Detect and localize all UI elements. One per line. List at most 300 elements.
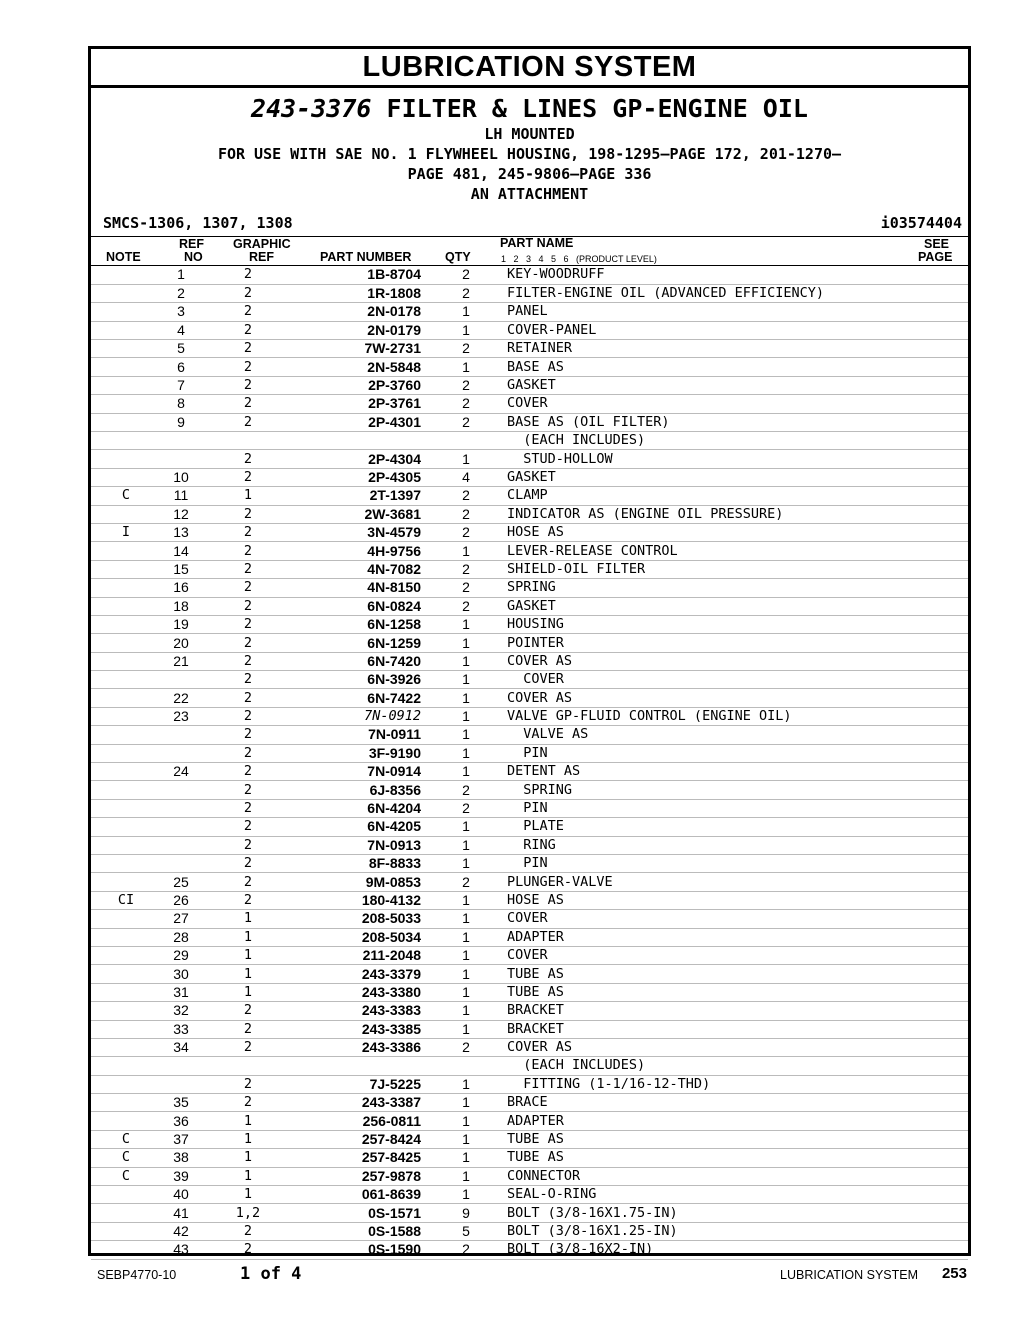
parts-list-frame [88, 46, 971, 1256]
see-page-cell [908, 928, 968, 946]
see-page-cell [908, 432, 968, 450]
ref-no-cell: 13 [161, 523, 201, 541]
part-number-cell: 2N-0178 [295, 303, 425, 321]
part-number-cell: 6N-3926 [295, 671, 425, 689]
column-headers [91, 237, 968, 266]
ref-no-cell: 26 [161, 891, 201, 909]
note-cell [91, 707, 161, 725]
qty-cell: 1 [425, 836, 507, 854]
qty-cell: 1 [425, 965, 507, 983]
graphic-ref-cell: 2 [201, 450, 295, 468]
see-page-cell [908, 763, 968, 781]
qty-cell: 1 [425, 1075, 507, 1093]
table-row [91, 818, 968, 836]
ref-no-cell: 30 [161, 965, 201, 983]
qty-cell: 2 [425, 487, 507, 505]
ref-no-cell [161, 671, 201, 689]
note-cell [91, 321, 161, 339]
qty-cell: 2 [425, 284, 507, 302]
qty-cell: 2 [425, 781, 507, 799]
table-row [91, 560, 968, 578]
note-cell [91, 505, 161, 523]
table-row [91, 1094, 968, 1112]
graphic-ref-cell: 2 [201, 303, 295, 321]
graphic-ref-cell: 1 [201, 1149, 295, 1167]
table-row [91, 505, 968, 523]
part-name-cell: PLATE [507, 818, 908, 836]
note-cell [91, 910, 161, 928]
part-name-cell: HOSE AS [507, 523, 908, 541]
note-cell [91, 652, 161, 670]
qty-cell: 1 [425, 744, 507, 762]
ref-no-cell: 11 [161, 487, 201, 505]
qty-cell: 1 [425, 1149, 507, 1167]
see-page-cell [908, 1038, 968, 1056]
note-cell [91, 983, 161, 1001]
graphic-ref-cell: 2 [201, 376, 295, 394]
part-name-cell: COVER AS [507, 689, 908, 707]
see-page-cell [908, 413, 968, 431]
see-page-cell [908, 744, 968, 762]
part-name-cell: SPRING [507, 579, 908, 597]
qty-cell: 1 [425, 763, 507, 781]
qty-cell: 1 [425, 652, 507, 670]
part-name-cell: VALVE GP-FLUID CONTROL (ENGINE OIL) [507, 707, 908, 725]
see-page-cell [908, 468, 968, 486]
see-page-cell [908, 689, 968, 707]
part-name-cell: GASKET [507, 468, 908, 486]
see-page-cell [908, 1002, 968, 1020]
see-page-cell [908, 781, 968, 799]
see-page-cell [908, 395, 968, 413]
see-page-cell [908, 321, 968, 339]
part-name-cell: VALVE AS [507, 726, 908, 744]
graphic-ref-cell: 1 [201, 928, 295, 946]
graphic-ref-cell: 2 [201, 1038, 295, 1056]
see-page-cell [908, 634, 968, 652]
note-cell [91, 1038, 161, 1056]
note-cell [91, 763, 161, 781]
col-product-levels: 1 2 3 4 5 6 (PRODUCT LEVEL) [501, 254, 657, 264]
ref-no-cell: 1 [161, 266, 201, 284]
part-name-cell: BRACKET [507, 1020, 908, 1038]
table-row [91, 873, 968, 891]
col-see-bottom: PAGE [918, 250, 953, 264]
graphic-ref-cell: 2 [201, 689, 295, 707]
graphic-ref-cell: 2 [201, 891, 295, 909]
part-number-cell: 061-8639 [295, 1186, 425, 1204]
part-name-cell: TUBE AS [507, 965, 908, 983]
see-page-cell [908, 560, 968, 578]
qty-cell: 1 [425, 1112, 507, 1130]
part-number-cell: 2P-4304 [295, 450, 425, 468]
part-number-cell: 257-9878 [295, 1167, 425, 1185]
note-cell [91, 1020, 161, 1038]
graphic-ref-cell: 2 [201, 707, 295, 725]
graphic-ref-cell [201, 432, 295, 450]
see-page-cell [908, 487, 968, 505]
footer-section: LUBRICATION SYSTEM [780, 1268, 918, 1282]
table-row [91, 634, 968, 652]
table-row [91, 707, 968, 725]
ref-no-cell: 41 [161, 1204, 201, 1222]
ref-no-cell: 8 [161, 395, 201, 413]
ref-no-cell: 27 [161, 910, 201, 928]
ref-no-cell: 3 [161, 303, 201, 321]
graphic-ref-cell: 2 [201, 781, 295, 799]
ref-no-cell: 19 [161, 615, 201, 633]
table-row [91, 358, 968, 376]
note-cell: C [91, 487, 161, 505]
note-cell [91, 284, 161, 302]
table-row [91, 395, 968, 413]
see-page-cell [908, 340, 968, 358]
graphic-ref-cell: 1 [201, 1167, 295, 1185]
part-name-cell: (EACH INCLUDES) [507, 1057, 908, 1075]
part-name-cell: COVER-PANEL [507, 321, 908, 339]
graphic-ref-cell: 2 [201, 1002, 295, 1020]
qty-cell: 2 [425, 266, 507, 284]
document-id: SEBP4770-10 [97, 1268, 177, 1282]
graphic-ref-cell: 2 [201, 836, 295, 854]
qty-cell [425, 1057, 507, 1075]
part-number-cell: 257-8424 [295, 1130, 425, 1148]
note-cell [91, 1057, 161, 1075]
qty-cell: 2 [425, 395, 507, 413]
qty-cell: 2 [425, 560, 507, 578]
see-page-cell [908, 891, 968, 909]
qty-cell: 1 [425, 946, 507, 964]
note-cell [91, 726, 161, 744]
see-page-cell [908, 965, 968, 983]
qty-cell: 4 [425, 468, 507, 486]
part-name-cell: BRACE [507, 1094, 908, 1112]
part-number-cell: 1R-1808 [295, 284, 425, 302]
table-row [91, 542, 968, 560]
table-row [91, 1167, 968, 1185]
graphic-ref-cell: 2 [201, 266, 295, 284]
col-see-top: SEE [924, 237, 950, 251]
table-row [91, 671, 968, 689]
table-row [91, 1149, 968, 1167]
part-number-cell: 6N-7422 [295, 689, 425, 707]
part-number-cell: 6N-1259 [295, 634, 425, 652]
qty-cell: 2 [425, 1038, 507, 1056]
part-number-cell: 7N-0911 [295, 726, 425, 744]
table-row [91, 763, 968, 781]
note-cell [91, 836, 161, 854]
part-number-cell: 208-5034 [295, 928, 425, 946]
col-graphic-top: GRAPHIC [233, 237, 291, 251]
qty-cell [425, 432, 507, 450]
graphic-ref-cell: 2 [201, 1094, 295, 1112]
part-name-cell: KEY-WOODRUFF [507, 266, 908, 284]
ref-no-cell: 38 [161, 1149, 201, 1167]
qty-cell: 1 [425, 689, 507, 707]
group-header [91, 94, 968, 204]
note-cell [91, 689, 161, 707]
see-page-cell [908, 597, 968, 615]
table-row [91, 487, 968, 505]
graphic-ref-cell: 2 [201, 615, 295, 633]
note-cell [91, 579, 161, 597]
table-row [91, 340, 968, 358]
part-number-cell [295, 432, 425, 450]
table-row [91, 744, 968, 762]
graphic-ref-cell: 2 [201, 873, 295, 891]
qty-cell: 1 [425, 855, 507, 873]
ref-no-cell: 20 [161, 634, 201, 652]
ref-no-cell: 36 [161, 1112, 201, 1130]
table-row [91, 450, 968, 468]
qty-cell: 1 [425, 321, 507, 339]
part-name-cell: SHIELD-OIL FILTER [507, 560, 908, 578]
note-cell [91, 1186, 161, 1204]
part-number-cell: 257-8425 [295, 1149, 425, 1167]
part-number-cell: 7J-5225 [295, 1075, 425, 1093]
graphic-ref-cell: 2 [201, 395, 295, 413]
note-cell [91, 542, 161, 560]
part-number-cell: 6N-7420 [295, 652, 425, 670]
note-cell [91, 928, 161, 946]
graphic-ref-cell: 2 [201, 1222, 295, 1240]
see-page-cell [908, 707, 968, 725]
part-name-cell: STUD-HOLLOW [507, 450, 908, 468]
ref-no-cell: 39 [161, 1167, 201, 1185]
ref-no-cell: 34 [161, 1038, 201, 1056]
note-cell [91, 303, 161, 321]
qty-cell: 1 [425, 1130, 507, 1148]
part-number-cell: 211-2048 [295, 946, 425, 964]
part-name-cell: COVER AS [507, 1038, 908, 1056]
ref-no-cell: 21 [161, 652, 201, 670]
part-number-cell: 4H-9756 [295, 542, 425, 560]
ref-no-cell: 14 [161, 542, 201, 560]
section-title: LUBRICATION SYSTEM [91, 49, 968, 88]
part-name-cell: PLUNGER-VALVE [507, 873, 908, 891]
graphic-ref-cell: 2 [201, 818, 295, 836]
ref-no-cell: 43 [161, 1241, 201, 1259]
note-cell: C [91, 1130, 161, 1148]
part-name-cell: DETENT AS [507, 763, 908, 781]
part-name-cell: BOLT (3/8-16X1.25-IN) [507, 1222, 908, 1240]
note-cell [91, 395, 161, 413]
ref-no-cell: 22 [161, 689, 201, 707]
see-page-cell [908, 266, 968, 284]
part-name-cell: RETAINER [507, 340, 908, 358]
part-number-cell: 2P-4301 [295, 413, 425, 431]
col-qty: QTY [445, 250, 471, 264]
ref-no-cell: 6 [161, 358, 201, 376]
ref-no-cell: 2 [161, 284, 201, 302]
note-cell [91, 873, 161, 891]
note-cell: C [91, 1167, 161, 1185]
part-name-cell: PIN [507, 799, 908, 817]
part-number-cell: 243-3380 [295, 983, 425, 1001]
graphic-ref-cell: 2 [201, 340, 295, 358]
qty-cell: 1 [425, 910, 507, 928]
part-name-cell: TUBE AS [507, 1130, 908, 1148]
table-row [91, 1204, 968, 1222]
table-row [91, 468, 968, 486]
qty-cell: 1 [425, 891, 507, 909]
graphic-ref-cell: 2 [201, 579, 295, 597]
table-row [91, 891, 968, 909]
part-number-cell: 7N-0913 [295, 836, 425, 854]
ref-no-cell: 24 [161, 763, 201, 781]
ref-no-cell: 16 [161, 579, 201, 597]
note-cell [91, 671, 161, 689]
graphic-ref-cell: 2 [201, 542, 295, 560]
ref-no-cell [161, 450, 201, 468]
table-row [91, 1002, 968, 1020]
part-number-cell: 6N-1258 [295, 615, 425, 633]
see-page-cell [908, 799, 968, 817]
page-number: 253 [941, 1265, 967, 1282]
note-cell [91, 615, 161, 633]
table-row [91, 799, 968, 817]
part-name-cell: RING [507, 836, 908, 854]
graphic-ref-cell [201, 1057, 295, 1075]
graphic-ref-cell: 1 [201, 910, 295, 928]
note-cell [91, 468, 161, 486]
see-page-cell [908, 1222, 968, 1240]
ref-no-cell [161, 818, 201, 836]
col-part-name: PART NAME [500, 236, 574, 250]
table-row [91, 965, 968, 983]
ref-no-cell: 15 [161, 560, 201, 578]
qty-cell: 2 [425, 505, 507, 523]
ref-no-cell [161, 799, 201, 817]
see-page-cell [908, 1204, 968, 1222]
graphic-ref-cell: 1 [201, 983, 295, 1001]
table-row [91, 946, 968, 964]
part-number-cell: 2P-3761 [295, 395, 425, 413]
qty-cell: 2 [425, 1241, 507, 1259]
part-name-cell: COVER [507, 395, 908, 413]
part-number-cell: 2W-3681 [295, 505, 425, 523]
graphic-ref-cell: 2 [201, 855, 295, 873]
part-name-cell: (EACH INCLUDES) [507, 432, 908, 450]
graphic-ref-cell: 2 [201, 505, 295, 523]
part-name-cell: CLAMP [507, 487, 908, 505]
part-number-cell: 243-3387 [295, 1094, 425, 1112]
table-row [91, 413, 968, 431]
note-cell [91, 1112, 161, 1130]
see-page-cell [908, 855, 968, 873]
part-number-cell: 6N-4205 [295, 818, 425, 836]
table-row [91, 1057, 968, 1075]
qty-cell: 1 [425, 726, 507, 744]
note-cell [91, 560, 161, 578]
ref-no-cell: 7 [161, 376, 201, 394]
table-row [91, 579, 968, 597]
note-cell [91, 634, 161, 652]
ref-no-cell [161, 781, 201, 799]
part-name-cell: BOLT (3/8-16X2-IN) [507, 1241, 908, 1259]
see-page-cell [908, 1149, 968, 1167]
graphic-ref-cell: 2 [201, 358, 295, 376]
qty-cell: 2 [425, 873, 507, 891]
see-page-cell [908, 615, 968, 633]
see-page-cell [908, 671, 968, 689]
graphic-ref-cell: 2 [201, 726, 295, 744]
part-name-cell: POINTER [507, 634, 908, 652]
part-name-cell: PIN [507, 744, 908, 762]
qty-cell: 1 [425, 542, 507, 560]
graphic-ref-cell: 2 [201, 523, 295, 541]
note-cell: I [91, 523, 161, 541]
part-name-cell: HOSE AS [507, 891, 908, 909]
note-cell [91, 1222, 161, 1240]
graphic-ref-cell: 2 [201, 413, 295, 431]
qty-cell: 1 [425, 671, 507, 689]
graphic-ref-cell: 2 [201, 560, 295, 578]
qty-cell: 2 [425, 376, 507, 394]
ref-no-cell: 31 [161, 983, 201, 1001]
see-page-cell [908, 946, 968, 964]
see-page-cell [908, 1057, 968, 1075]
group-subtitle-1: LH MOUNTED [484, 125, 575, 143]
see-page-cell [908, 505, 968, 523]
note-cell [91, 1002, 161, 1020]
table-row [91, 689, 968, 707]
note-cell: C [91, 1149, 161, 1167]
note-cell [91, 432, 161, 450]
ref-no-cell: 40 [161, 1186, 201, 1204]
part-number-cell: 9M-0853 [295, 873, 425, 891]
qty-cell: 2 [425, 523, 507, 541]
table-row [91, 855, 968, 873]
note-cell [91, 597, 161, 615]
see-page-cell [908, 523, 968, 541]
ref-no-cell [161, 836, 201, 854]
qty-cell: 5 [425, 1222, 507, 1240]
qty-cell: 2 [425, 799, 507, 817]
part-name-cell: TUBE AS [507, 983, 908, 1001]
graphic-ref-cell: 2 [201, 1075, 295, 1093]
part-number-cell: 0S-1571 [295, 1204, 425, 1222]
table-row [91, 1112, 968, 1130]
see-page-cell [908, 284, 968, 302]
part-number-cell: 8F-8833 [295, 855, 425, 873]
part-number-cell: 6N-0824 [295, 597, 425, 615]
part-name-cell: SEAL-O-RING [507, 1186, 908, 1204]
part-number-cell: 7N-0914 [295, 763, 425, 781]
qty-cell: 1 [425, 928, 507, 946]
ref-no-cell: 12 [161, 505, 201, 523]
note-cell [91, 946, 161, 964]
table-row [91, 1186, 968, 1204]
note-cell [91, 450, 161, 468]
table-row [91, 1130, 968, 1148]
graphic-ref-cell: 2 [201, 652, 295, 670]
part-name-cell: CONNECTOR [507, 1167, 908, 1185]
col-ref-bottom: NO [184, 250, 203, 264]
note-cell [91, 340, 161, 358]
part-name-cell: GASKET [507, 597, 908, 615]
ref-no-cell [161, 1057, 201, 1075]
ref-no-cell: 37 [161, 1130, 201, 1148]
ref-no-cell [161, 726, 201, 744]
ref-no-cell: 32 [161, 1002, 201, 1020]
see-page-cell [908, 1130, 968, 1148]
see-page-cell [908, 1075, 968, 1093]
qty-cell: 1 [425, 1020, 507, 1038]
graphic-ref-cell: 2 [201, 1020, 295, 1038]
part-name-cell: COVER [507, 671, 908, 689]
note-cell [91, 965, 161, 983]
